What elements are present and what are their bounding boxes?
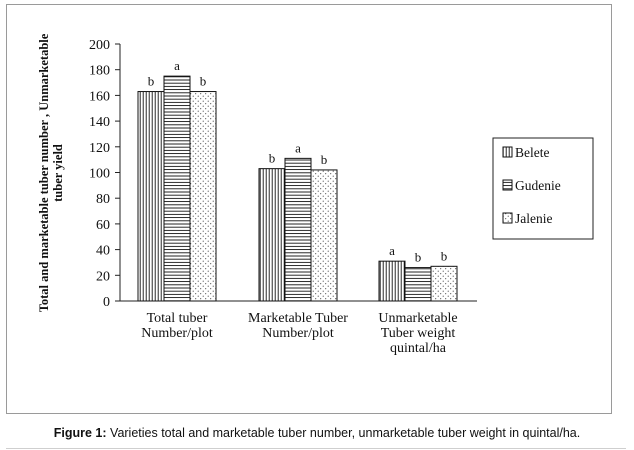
y-tick-label: 160 <box>89 89 110 105</box>
bar-gudenie-1 <box>164 76 190 301</box>
figure-caption-text: Varieties total and marketable tuber number, unmarketable tuber weight in quintal/ha. <box>106 426 581 440</box>
bar-chart <box>7 5 613 415</box>
significance-letter: b <box>320 151 328 167</box>
significance-letter: b <box>440 248 448 264</box>
y-axis-ticks <box>89 38 120 310</box>
figure-caption-label: Figure 1: <box>53 426 107 440</box>
y-tick-label: 20 <box>96 269 110 285</box>
legend-label-gudenie: Gudenie <box>515 178 561 193</box>
legend-label-belete: Belete <box>515 145 550 160</box>
bar-jalenie-1 <box>190 92 216 301</box>
y-tick-label: 140 <box>89 115 110 131</box>
legend-swatch-gudenie <box>503 180 512 190</box>
figure-caption <box>0 426 634 440</box>
significance-letter: a <box>295 140 301 156</box>
legend-swatch-belete <box>503 147 512 157</box>
bar-belete-3 <box>379 261 405 301</box>
bar-jalenie-3 <box>431 266 457 301</box>
y-tick-label: 80 <box>96 192 110 208</box>
x-category-label: Tuber weight <box>380 326 456 341</box>
x-category-label: Marketable Tuber <box>248 311 348 326</box>
x-category-label: Number/plot <box>262 326 334 341</box>
bottom-divider <box>6 448 626 449</box>
bar-jalenie-2 <box>311 170 337 301</box>
significance-letter: b <box>147 73 155 89</box>
bar-belete-2 <box>259 169 285 301</box>
y-axis-title-line-1: Total and marketable tuber number , Unmarketable <box>37 33 51 313</box>
bar-gudenie-3 <box>405 268 431 301</box>
significance-letter: a <box>389 243 395 259</box>
y-tick-label: 120 <box>89 140 110 156</box>
significance-letter: b <box>268 150 276 166</box>
y-tick-label: 100 <box>89 166 110 182</box>
bar-belete-1 <box>138 92 164 301</box>
significance-letter: b <box>199 73 207 89</box>
y-axis-title <box>37 33 65 312</box>
bar-gudenie-2 <box>285 158 311 301</box>
y-tick-label: 180 <box>89 63 110 79</box>
bar-series <box>138 73 457 301</box>
x-axis-labels <box>141 311 457 356</box>
y-axis-title-line-2: tuber yield <box>51 144 65 202</box>
significance-letter: a <box>174 58 180 74</box>
y-tick-label: 200 <box>89 38 110 53</box>
legend <box>493 138 593 239</box>
y-tick-label: 40 <box>96 243 110 259</box>
x-category-label: Unmarketable <box>378 311 458 326</box>
legend-swatch-jalenie <box>503 213 512 223</box>
x-category-label: Total tuber <box>146 311 208 326</box>
x-category-label: Number/plot <box>141 326 213 341</box>
y-tick-label: 0 <box>103 295 110 310</box>
significance-letter: b <box>414 249 422 265</box>
legend-label-jalenie: Jalenie <box>515 211 553 226</box>
chart-frame <box>6 4 612 414</box>
y-tick-label: 60 <box>96 217 110 233</box>
x-category-label: quintal/ha <box>390 341 446 356</box>
